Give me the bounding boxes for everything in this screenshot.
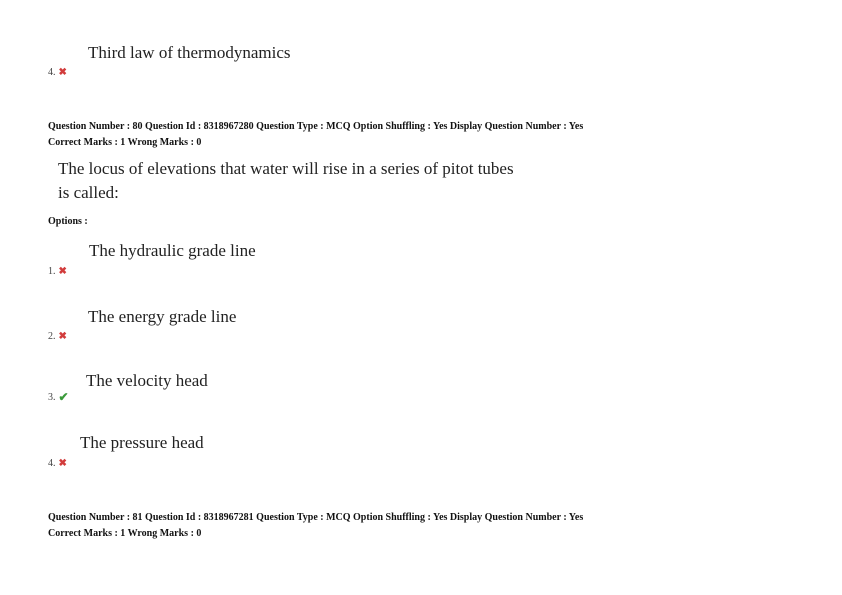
question-meta: Question Number : 80 Question Id : 8318967280 Question Type : MCQ Option Shuffling : Yes Display Question Number : Yes (48, 121, 584, 132)
question-meta: Question Number : 81 Question Id : 8318967281 Question Type : MCQ Option Shuffling : Yes Display Question Number : Yes (48, 512, 584, 523)
question-text-line: is called: (58, 183, 119, 202)
question-text-line: The locus of elevations that water will rise in a series of pitot tubes (58, 159, 514, 178)
option-text: The pressure head (80, 433, 204, 452)
option-number (48, 331, 67, 342)
option-number (48, 67, 67, 78)
option-number (48, 458, 67, 469)
options-label: Options : (48, 216, 88, 227)
option-text: Third law of thermodynamics (88, 43, 291, 62)
option-number (48, 266, 67, 277)
cross-icon: ✖ (58, 66, 67, 78)
option-text: The energy grade line (88, 307, 237, 326)
option-text: The hydraulic grade line (89, 241, 256, 260)
option-number (48, 391, 69, 403)
option-number-label: 4. (48, 458, 56, 469)
cross-icon: ✖ (58, 457, 67, 469)
option-number-label: 3. (48, 391, 56, 403)
cross-icon: ✖ (58, 265, 67, 277)
question-text (58, 157, 514, 205)
option-number-label: 4. (48, 67, 56, 78)
question-marks: Correct Marks : 1 Wrong Marks : 0 (48, 528, 202, 539)
option-text: The velocity head (86, 371, 208, 390)
question-marks: Correct Marks : 1 Wrong Marks : 0 (48, 137, 202, 148)
cross-icon: ✖ (58, 330, 67, 342)
option-number-label: 1. (48, 266, 56, 277)
option-number-label: 2. (48, 331, 56, 342)
check-icon: ✔ (58, 390, 69, 404)
